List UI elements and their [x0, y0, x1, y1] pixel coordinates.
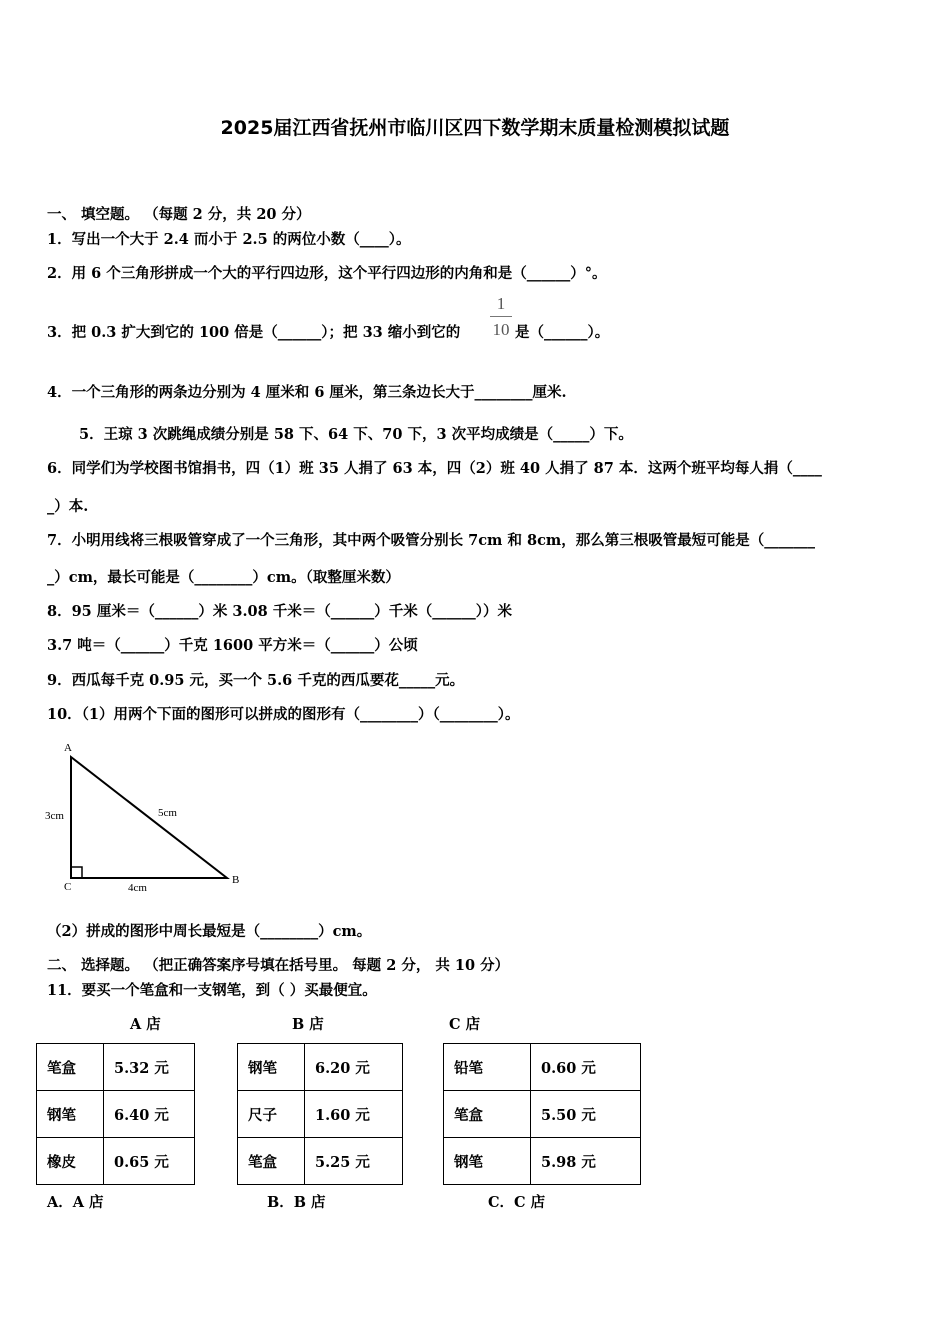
store-b-table: [237, 1043, 403, 1185]
question-6-line-1: 6．同学们为学校图书馆捐书，四（1）班 35 人捐了 63 本，四（2）班 40 人捐了 87 本．这两个班平均每人捐（____: [47, 460, 822, 477]
store-b-name: B 店: [292, 1016, 324, 1033]
item-price: 0.65 元: [104, 1138, 195, 1185]
item-price: 5.50 元: [531, 1091, 641, 1138]
item-name: 橡皮: [37, 1138, 104, 1185]
item-name: 钢笔: [37, 1091, 104, 1138]
item-name: 尺子: [238, 1091, 305, 1138]
right-angle-mark: [71, 867, 82, 878]
triangle-shape: [71, 757, 227, 878]
table-row: [238, 1044, 403, 1091]
vertex-a-label: A: [64, 742, 72, 754]
store-a-table: [36, 1043, 195, 1185]
fraction-one-tenth: [490, 294, 512, 340]
table-row: [444, 1138, 641, 1185]
item-name: 笔盒: [37, 1044, 104, 1091]
side-ac-label: 3cm: [45, 810, 64, 822]
item-name: 钢笔: [238, 1044, 305, 1091]
store-a-name: A 店: [130, 1016, 161, 1033]
item-price: 6.20 元: [305, 1044, 403, 1091]
item-price: 5.25 元: [305, 1138, 403, 1185]
table-row: [37, 1091, 195, 1138]
store-c-table: [443, 1043, 641, 1185]
item-price: 6.40 元: [104, 1091, 195, 1138]
question-3-part-a: 3．把 0.3 扩大到它的 100 倍是（______）；把 33 缩小到它的: [47, 324, 461, 341]
table-row: [444, 1091, 641, 1138]
item-price: 0.60 元: [531, 1044, 641, 1091]
question-1: 1．写出一个大于 2.4 而小于 2.5 的两位小数（____）。: [47, 231, 411, 248]
section-1-header: 一、 填空题。 （每题 2 分，共 20 分）: [47, 206, 311, 223]
table-row: [238, 1138, 403, 1185]
table-row: [37, 1044, 195, 1091]
page-title: 2025届江西省抚州市临川区四下数学期末质量检测模拟试题: [220, 117, 730, 139]
side-ab-label: 5cm: [158, 807, 177, 819]
item-price: 5.32 元: [104, 1044, 195, 1091]
item-name: 笔盒: [444, 1091, 531, 1138]
table-row: [238, 1091, 403, 1138]
side-cb-label: 4cm: [128, 882, 147, 894]
question-7-line-1: 7．小明用线将三根吸管穿成了一个三角形，其中两个吸管分别长 7cm 和 8cm，那么第三根吸管最短可能是（_______: [47, 532, 816, 549]
option-c: C．C 店: [488, 1194, 546, 1211]
question-9: 9．西瓜每千克 0.95 元，买一个 5.6 千克的西瓜要花_____元。: [47, 672, 465, 689]
fraction-denominator: 10: [492, 320, 510, 339]
vertex-c-label: C: [64, 881, 72, 893]
question-8-line-2: 3.7 吨＝（______）千克 1600 平方米＝（______）公顷: [47, 637, 418, 654]
fraction-bar: [490, 316, 512, 317]
item-name: 笔盒: [238, 1138, 305, 1185]
item-name: 铅笔: [444, 1044, 531, 1091]
question-6-line-2: _）本.: [47, 498, 89, 515]
section-2-header: 二、 选择题。 （把正确答案序号填在括号里。 每题 2 分， 共 10 分）: [47, 957, 510, 974]
store-c-name: C 店: [449, 1016, 481, 1033]
right-triangle-figure: [40, 735, 260, 895]
option-b: B．B 店: [267, 1194, 326, 1211]
question-3-part-b: 是（______）。: [515, 324, 610, 341]
option-a: A．A 店: [47, 1194, 104, 1211]
table-row: [444, 1044, 641, 1091]
question-8-line-1: 8．95 厘米＝（______）米 3.08 千米＝（______）千米（______））米: [47, 603, 512, 620]
question-4: 4．一个三角形的两条边分别为 4 厘米和 6 厘米，第三条边长大于________厘米.: [47, 384, 567, 401]
item-price: 5.98 元: [531, 1138, 641, 1185]
question-5: 5．王琼 3 次跳绳成绩分别是 58 下、64 下、70 下，3 次平均成绩是（_____）下。: [79, 426, 633, 443]
question-11: 11．要买一个笔盒和一支钢笔，到（ ）买最便宜。: [47, 982, 377, 999]
item-price: 1.60 元: [305, 1091, 403, 1138]
question-10-part-2: （2）拼成的图形中周长最短是（________）cm。: [47, 923, 372, 940]
item-name: 钢笔: [444, 1138, 531, 1185]
vertex-b-label: B: [232, 874, 240, 886]
question-10: 10．（1）用两个下面的图形可以拼成的图形有（________）（________）。: [47, 706, 520, 723]
question-2: 2．用 6 个三角形拼成一个大的平行四边形，这个平行四边形的内角和是（______）°。: [47, 265, 607, 282]
question-7-line-2: _）cm，最长可能是（________）cm。（取整厘米数）: [47, 569, 400, 586]
fraction-numerator: 1: [496, 294, 506, 313]
table-row: [37, 1138, 195, 1185]
